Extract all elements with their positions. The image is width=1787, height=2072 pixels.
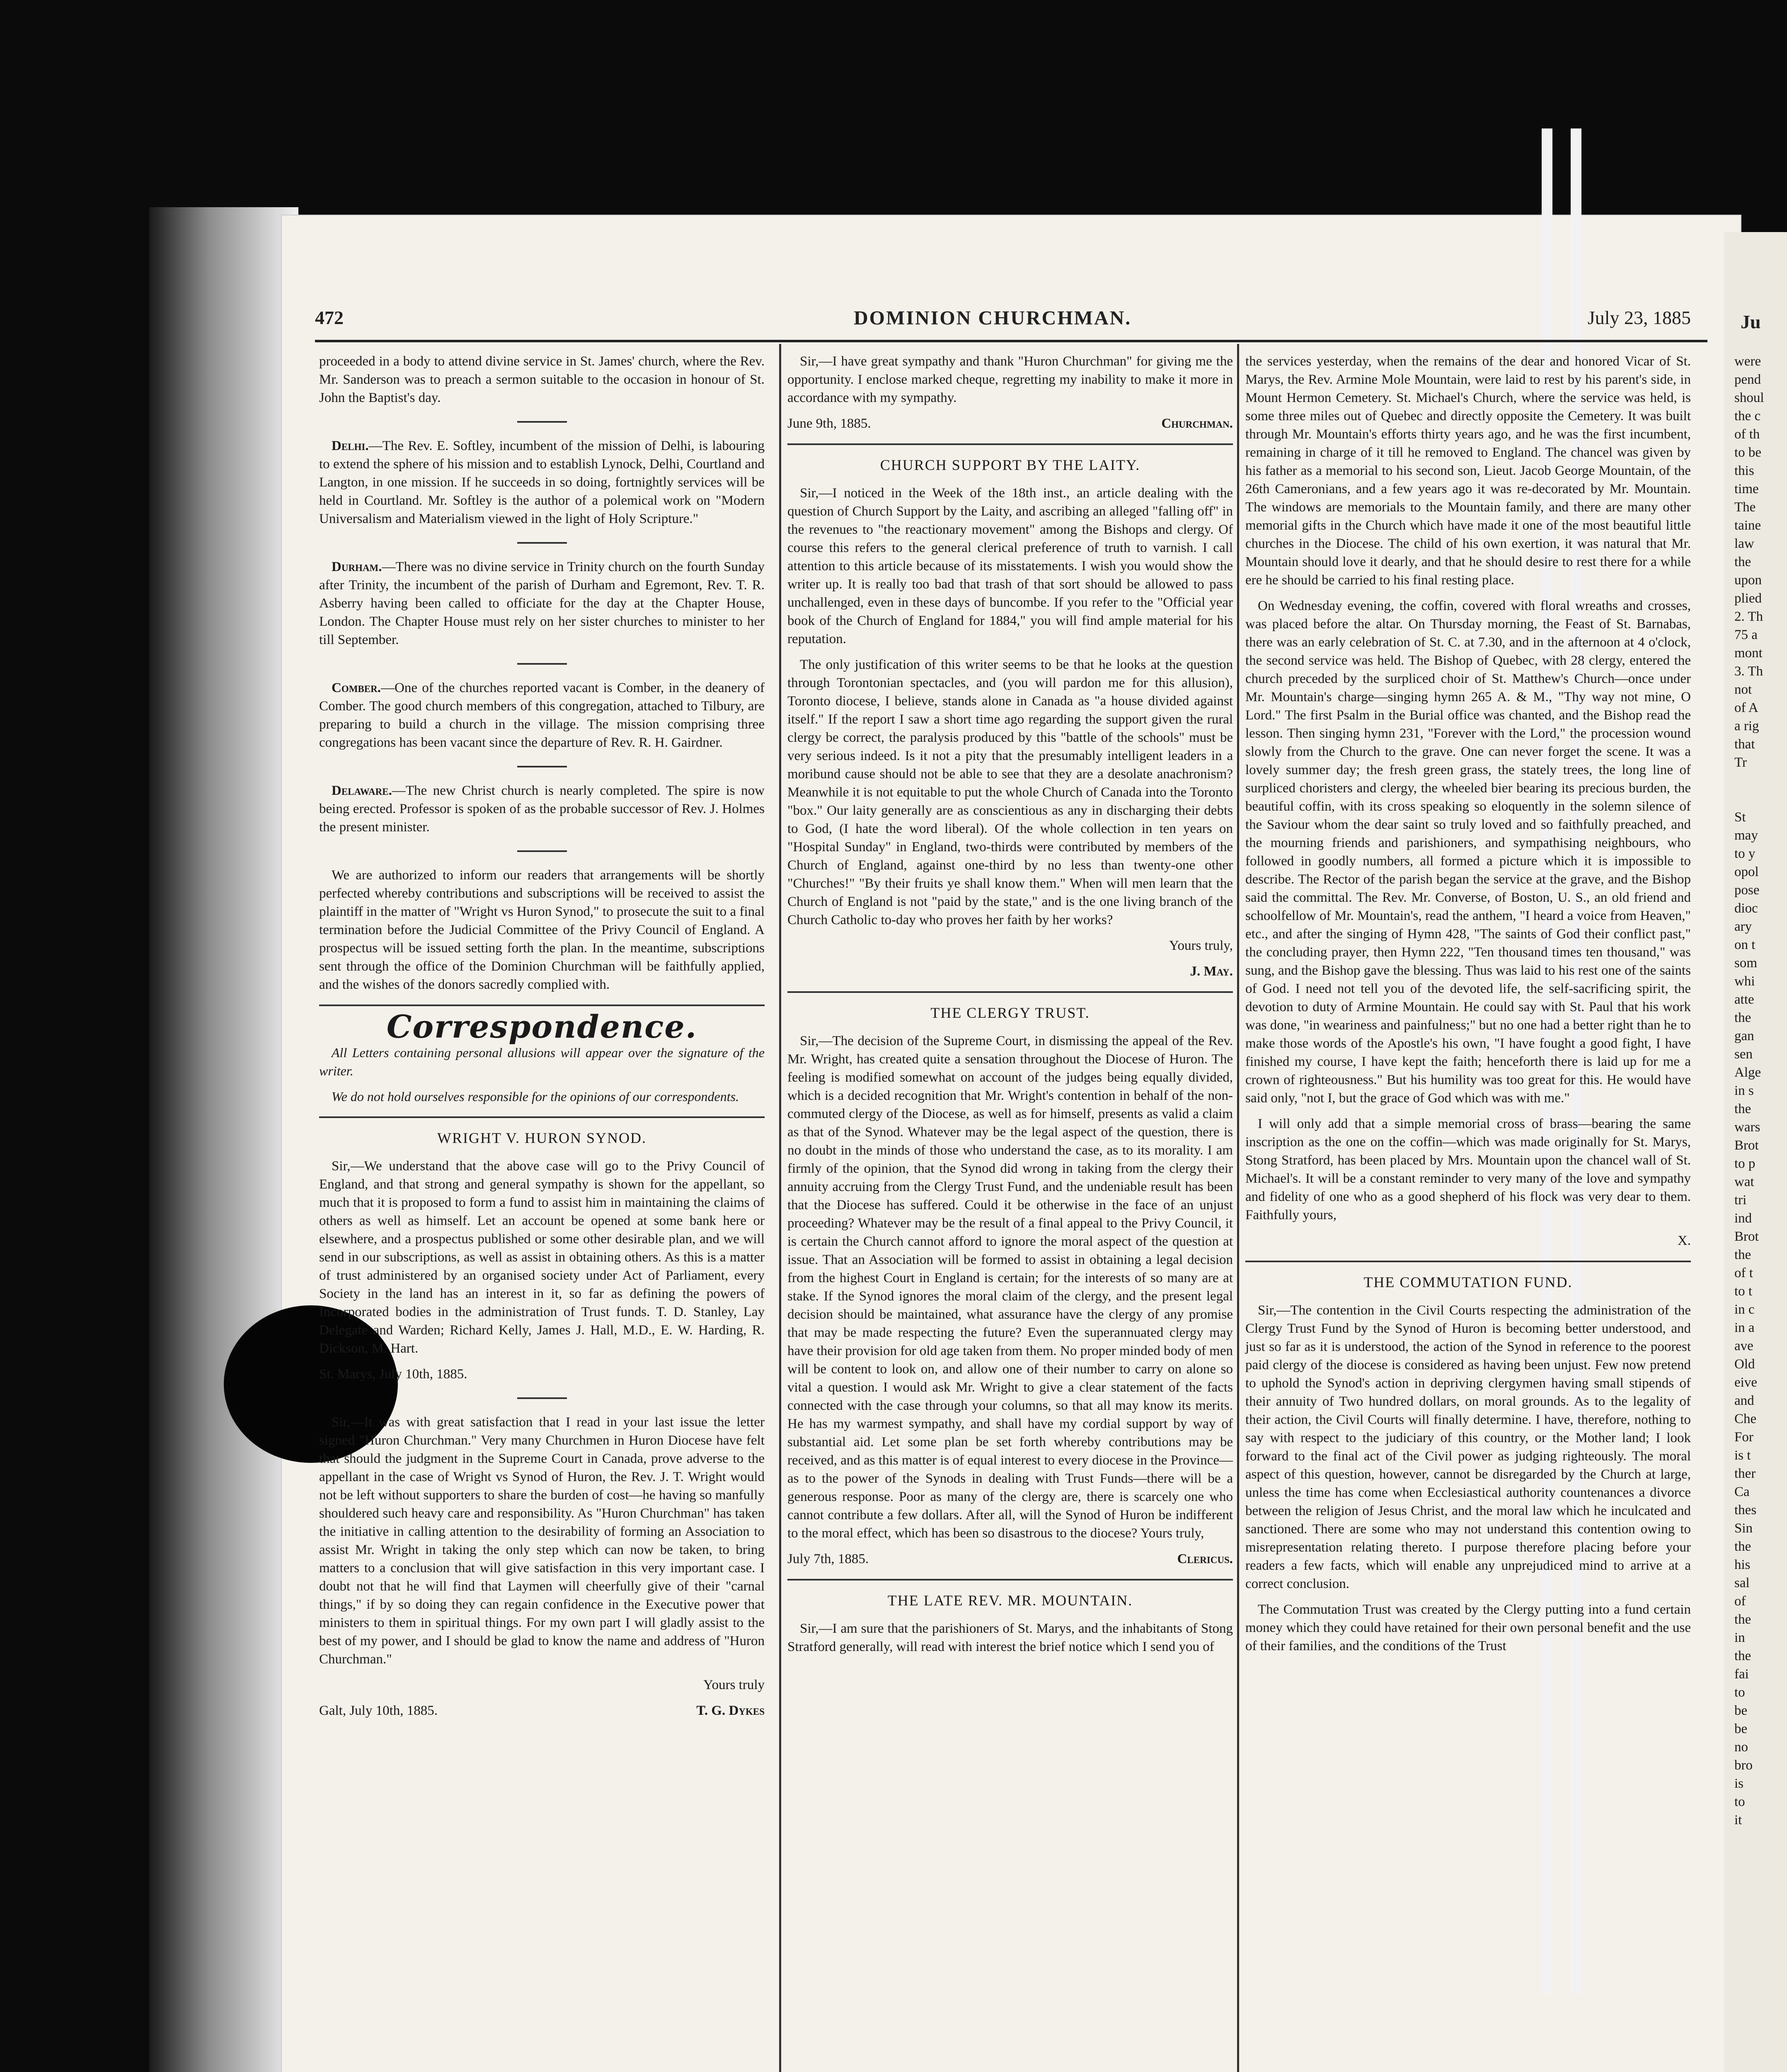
letter-signature: J. May. <box>1190 964 1233 979</box>
issue-date: July 23, 1885 <box>1587 307 1691 328</box>
opening-paragraph: proceeded in a body to attend divine service in St. James' church, where the Rev. Mr. Sanderson was to preach a sermon suitable to the occasion in honour of St. John the Baptist's day. <box>319 354 765 405</box>
fragment-line: wat <box>1734 1174 1754 1189</box>
fragment-line: thes <box>1734 1503 1757 1518</box>
letter-body: Sir,—We understand that the above case will go to the Privy Council of England, and that strong and general sympathy is shown for the appellant, so much that it is proposed to form a fund to assist him in maintaining the claims of others as well as himself. Let an account be opened at some bank here or elsewhere, and a prospectus published or some other desirable plan, and we will send in our subscriptions, as well as assist in obtaining others. As this is a matter of trust administered by an organised society under Act of Parliament, every Society in the land has an interest in it, so far as defining the powers of Incorporated bodies in the administration of Trust funds. T. D. Stanley, Lay Delegate and Warden; Richard Kelly, James J. Hall, M.D., E. W. Harding, R. Dickson, M. Hart. <box>319 1159 765 1356</box>
place-name: Comber. <box>332 680 381 695</box>
separator <box>517 766 567 767</box>
section-rule <box>1245 1261 1691 1262</box>
fragment-line: in s <box>1734 1083 1754 1098</box>
fragment-line: opol <box>1734 864 1759 879</box>
fragment-line: to p <box>1734 1156 1756 1171</box>
letter-body: Sir,—The contention in the Civil Courts respecting the administration of the Clergy Trust Fund by the Synod of Huron is becoming better understood, and just so far as it is understood, the action of the Synod in reference to the poorest paid clergy of the diocese is considered as having been unjust. Few now pretend to uphold the Synod's action in depriving clergymen having small stipends of their annuity of Two hundred dollars, on moral grounds. As to the legality of their action, the Civil Courts will finally determine. I have, therefore, nothing to say with respect to the judiciary of this country, or the Mother land; I look forward to the final act of the Civil power as judging righteously. The moral aspect of this question, however, cannot be disregarded by the Church at large, unless the time has come when Ecclesiastical authority countenances a divorce between the religion of Jesus Christ, and the moral law which he inculcated and sanctioned. There are some who may not understand this contention owing to misrepresentation relating thereto. I purpose therefore placing before your readers a few facts, which will enable any unprejudiced mind to arrive at a correct conclusion. <box>1245 1303 1691 1591</box>
correspondence-title: Correspondence. <box>386 1008 697 1045</box>
letter-signature: Clericus. <box>1177 1552 1233 1566</box>
fragment-line: the <box>1734 1648 1751 1663</box>
fragment-line: ind <box>1734 1211 1752 1226</box>
fragment-line: be <box>1734 1703 1748 1718</box>
column-1 <box>319 352 765 1727</box>
letter-dateline: June 9th, 1885. <box>787 416 871 431</box>
fragment-line: Che <box>1734 1411 1757 1426</box>
fragment-line <box>1734 772 1784 790</box>
fragment-line: not <box>1734 682 1752 697</box>
fragment-line: of th <box>1734 427 1760 442</box>
fragment-line: to <box>1734 1685 1745 1700</box>
fragment-line: bro <box>1734 1758 1753 1773</box>
fragment-line: Brot <box>1734 1229 1759 1244</box>
comber-paragraph <box>319 679 765 752</box>
paragraph-text: —The new Christ church is nearly completed. The spire is now being erected. Professor is spoken of as the probable successor of Rev. J. Holmes the present minister. <box>319 783 765 835</box>
editor-note: All Letters containing personal allusions will appear over the signature of the writer. <box>319 1045 765 1078</box>
fragment-line: sal <box>1734 1576 1750 1590</box>
fragment-line: no <box>1734 1740 1748 1755</box>
fragment-line: to <box>1734 1794 1745 1809</box>
fragment-line: the <box>1734 1539 1751 1554</box>
separator <box>517 421 567 423</box>
article-heading: THE CLERGY TRUST. <box>930 1005 1090 1021</box>
place-name: Delhi. <box>332 438 369 453</box>
fragment-line: 3. Th <box>1734 664 1763 679</box>
place-name: Delaware. <box>332 783 392 798</box>
letter-closing: Yours truly <box>703 1677 765 1692</box>
fragment-line: gan <box>1734 1029 1754 1043</box>
separator <box>517 542 567 544</box>
fragment-line: is <box>1734 1776 1744 1791</box>
fragment-line: eive <box>1734 1375 1757 1390</box>
fragment-line: the <box>1734 1101 1751 1116</box>
letter-body: Sir,—I have great sympathy and thank "Huron Churchman" for giving me the opportunity. I enclose marked cheque, regretting my inability to make it more in accordance with my sympathy. <box>787 354 1233 405</box>
fragment-line: that <box>1734 737 1755 752</box>
section-rule <box>787 991 1233 993</box>
letter-body: I will only add that a simple memorial cross of brass—bearing the same inscription as the one on the coffin—which was made originally for St. Marys, Stong Stratford, has been placed by Mrs. Mountain upon the chancel wall of St. Michael's. It will be a constant reminder to very many of the love and sympathy and fidelity of one who as a good shepherd of his flock was very dear to them. Faithfully yours, <box>1245 1116 1691 1222</box>
fragment-line: wars <box>1734 1120 1760 1135</box>
fragment-line: plied <box>1734 591 1762 606</box>
letter-body: Sir,—The decision of the Supreme Court, in dismissing the appeal of the Rev. Mr. Wright, has created quite a sensation throughout the Diocese of Huron. The feeling is modified somewhat on account of the judges being equally divided, which is a decided recognition that Mr. Wright's contention in behalf of the non-commuted clergy of the Diocese, as well as for himself, presents as valid a claim as that of the Synod. Whatever may be the legal aspect of the question, there is no doubt in the minds of those who understand the case, as to its morality. I am firmly of the opinion, that the Synod did wrong in taking from the clergy their annuity accruing from the Clergy Trust Fund, and the undeniable result has been that the Diocese has suffered. Could it be otherwise in the face of an unjust proceeding? Whatever may be the result of a final appeal to the Privy Council, it is certain the Church cannot afford to ignore the moral aspect of the question at issue. That an Association will be formed to assist in obtaining a legal decision from the highest Court in England is certain; for the interests of so many are at stake. If the Synod ignores the moral claim of the clergy, and the present legal decision should be maintained, what assurance have the clergy of any promise that may be made respecting the future? Even the superannuated clergy may have their provision for old age taken from them. No proper minded body of men will be content to look on, and allow one of their number to carry on alone so vital a question. I would ask Mr. Wright to give a clear statement of the facts connected with the case through your columns, so that all may know its merits. He has my warmest sympathy, and shall have my cordial support by way of substantial aid. Let some plan be set forth whereby contributions may be received, and as this matter is of equal interest to every diocese in the Province—as to the power of the Synods in dealing with Trust Funds—there will be a generous response. Poor as many of the clergy are, there is scarcely one who cannot contribute a few dollars. After all, will the Synod of Huron be indifferent to the moral effect, which has been so disastrous to the diocese? Yours truly, <box>787 1034 1233 1541</box>
fragment-line: som <box>1734 956 1758 971</box>
announcement-paragraph: We are authorized to inform our readers that arrangements will be shortly perfected whereby contributions and subscriptions will be received to assist the plaintiff in the matter of "Wright vs Huron Synod," to prosecute the suit to a final termination before the Judicial Committee of the Privy Council of England. A prospectus will be issued setting forth the plan. In the meantime, subscriptions sent through the office of the Dominion Churchman will be faithfully applied, and the wishes of the donors sacredly complied with. <box>319 868 765 992</box>
letter-body: The Commutation Trust was created by the Clergy putting into a fund certain money which they could have retained for their own personal benefit and the use of their families, and the conditions of the Trust <box>1245 1602 1691 1653</box>
editor-note: We do not hold ourselves responsible for the opinions of our correspondents. <box>332 1089 739 1104</box>
fragment-line: a rig <box>1734 719 1759 733</box>
fragment-line: is t <box>1734 1448 1751 1463</box>
section-rule <box>319 1005 765 1006</box>
fragment-line: pend <box>1734 372 1761 387</box>
letter-dateline: July 7th, 1885. <box>787 1552 869 1566</box>
paragraph-text: —One of the churches reported vacant is Comber, in the deanery of Comber. The good church members of this congregation, attached to Tilbury, are preparing to build a church in the village. The mission comprising three congregations has been vacant since the departure of Rev. R. H. Gairdner. <box>319 680 765 750</box>
fragment-line: the <box>1734 554 1751 569</box>
separator <box>517 850 567 852</box>
section-rule <box>787 443 1233 445</box>
fragment-line: of t <box>1734 1266 1753 1280</box>
fragment-line: to t <box>1734 1284 1753 1299</box>
separator <box>517 1397 567 1399</box>
letter-signoff <box>319 1702 765 1720</box>
book-page-edge <box>149 207 298 2072</box>
fragment-line: Old <box>1734 1357 1755 1372</box>
fragment-line: ther <box>1734 1466 1756 1481</box>
place-name: Durham. <box>332 559 382 574</box>
fragment-line: For <box>1734 1430 1753 1445</box>
letter-dateline: Galt, July 10th, 1885. <box>319 1703 438 1718</box>
page-header <box>315 307 1724 336</box>
letter-signoff <box>787 1550 1233 1568</box>
fragment-line: it <box>1734 1813 1742 1828</box>
letter-closing: Yours truly, <box>1169 938 1233 953</box>
fragment-line: in <box>1734 1630 1745 1645</box>
fragment-line: shoul <box>1734 390 1764 405</box>
letter-body: The only justification of this writer seems to be that he looks at the question through Torontonian spectacles, and (you will pardon me for this allusion), Toronto diocese, I believe, stands alone in Canada as "a house divided against itself." If the report I saw a short time ago regarding the support given the rural clergy be correct, the paralysis produced by this "battle of the schools" must be very serious indeed. Is it not a pity that the presumably intelligent leaders in a moribund cause should not be able to see that they are a desolate anachronism? Meanwhile it is not equitable to put the whole Church of Canada into the Toronto "box." Our laity generally are as conscientious as any in discharging their debts to God, (I hate the word liberal). Of the whole collection in ten years on "Hospital Sunday" in England, two-thirds were contributed by members of the Church of England, against one-third by no less than twenty-one other "Churches!" "By their fruits ye shall know them." When will men learn that the Church of England is not "paid by the state," and is the one living branch of the Church Catholic to-day who proves her faith by her works? <box>787 657 1233 927</box>
article-heading: THE COMMUTATION FUND. <box>1363 1274 1573 1290</box>
section-rule <box>319 1116 765 1118</box>
paragraph-text: —The Rev. E. Softley, incumbent of the mission of Delhi, is labouring to extend the sphere of his mission and to establish Lynock, Delhi, Courtland and Langton, in one mission. If he succeeds in so doing, fortnightly services will be held in Courtland. Mr. Softley is the author of a polemical work on "Modern Universalism and Materialism viewed in the light of Holy Scripture." <box>319 438 765 526</box>
header-rule <box>315 340 1707 342</box>
next-page-column <box>1734 352 1784 1829</box>
fragment-line: his <box>1734 1557 1751 1572</box>
fragment-line: the <box>1734 1247 1751 1262</box>
fragment-line: law <box>1734 536 1754 551</box>
fragment-line: tri <box>1734 1193 1747 1208</box>
fragment-line: The <box>1734 500 1756 515</box>
column-rule <box>1237 344 1239 2072</box>
durham-paragraph <box>319 558 765 649</box>
fragment-line: sen <box>1734 1047 1753 1062</box>
fragment-line: ave <box>1734 1339 1753 1353</box>
fragment-line: taine <box>1734 518 1761 533</box>
fragment-line: were <box>1734 354 1761 369</box>
fragment-line: to y <box>1734 846 1756 861</box>
letter-body: Sir,—It was with great satisfaction that I read in your last issue the letter signed "Huron Churchman." Very many Churchmen in Huron Diocese have felt that should the judgment in the Supreme Court in Canada, prove adverse to the appellant in the case of Wright vs Synod of Huron, the Rev. J. T. Wright would not be left without supporters to share the burden of cost—he having so manfully shouldered such heavy care and responsibility. As "Huron Churchman" has taken the initiative in calling attention to the desirability of forming an Association to assist Mr. Wright in taking the only step which can now be taken, to bring matters to a conclusion that will give satisfaction in this very important case. I doubt not that he will find that Laymen will cheerfully give of their "carnal things," if by so doing they can regain confidence in the Executive power that ministers to them in spiritual things. For my own part I will gladly assist to the best of my power, and I should be glad to know the name and address of "Huron Churchman." <box>319 1415 765 1667</box>
fragment-line: whi <box>1734 974 1755 989</box>
fragment-line: the <box>1734 1612 1751 1627</box>
separator <box>517 663 567 665</box>
fragment-line: may <box>1734 828 1758 843</box>
letter-body: the services yesterday, when the remains of the dear and honored Vicar of St. Marys, the Rev. Armine Mole Mountain, were laid to rest by his parent's side, in Mount Hermon Cemetery. St. Michael's Church, where the service was held, is some three miles out of Quebec and directly opposite the Cemetery. It was built through Mr. Mountain's efforts thirty years ago, and he was the first incumbent, remaining in charge of it till he removed to England. The chancel was given by his father as a memorial to his second son, Lieut. Jacob George Mountain, of the 26th Cameronians, and a few years ago it was re-decorated by Mr. Mountain. The windows are memorials to the Mountain family, and there are many other memorial gifts in the Church which have made it one of the most beautiful little churches in the Diocese. The child of his own exertion, it was natural that Mr. Mountain should love it dearly, and that he should desire to rest there for a while ere he should be carried to his final resting place. <box>1245 354 1691 588</box>
fragment-line: of <box>1734 1594 1746 1609</box>
delhi-paragraph <box>319 437 765 528</box>
fragment-line: of A <box>1734 700 1758 715</box>
letter-dateline: St. Marys, July 10th, 1885. <box>319 1367 467 1382</box>
fragment-line: ary <box>1734 919 1752 934</box>
letter-signature: X. <box>1677 1233 1691 1248</box>
fragment-line: be <box>1734 1721 1748 1736</box>
fragment-line: the <box>1734 1010 1751 1025</box>
next-page-header: Ju <box>1741 311 1761 332</box>
fragment-line: Brot <box>1734 1138 1759 1153</box>
fragment-line: in c <box>1734 1302 1755 1317</box>
fragment-line: 2. Th <box>1734 609 1763 624</box>
fragment-line: 75 a <box>1734 627 1758 642</box>
column-rule <box>779 344 781 2072</box>
delaware-paragraph <box>319 782 765 836</box>
masthead-title: DOMINION CHURCHMAN. <box>854 307 1132 329</box>
fragment-line: this <box>1734 463 1754 478</box>
fragment-line: on t <box>1734 937 1756 952</box>
paragraph-text: —There was no divine service in Trinity church on the fourth Sunday after Trinity, the incumbent of the parish of Durham and Egremont, Rev. T. R. Asberry having been called to officiate for the day at the Chapter House, London. The Chapter House must rely on her sister churches to minister to her till September. <box>319 559 765 647</box>
fragment-line <box>1734 790 1784 808</box>
fragment-line: dioc <box>1734 901 1758 916</box>
fragment-line: Alge <box>1734 1065 1761 1080</box>
letter-body: On Wednesday evening, the coffin, covered with floral wreaths and crosses, was placed before the altar. On Thursday morning, the Feast of St. Barnabas, there was an early celebration of St. C. at 7.30, and in the afternoon at 4 o'clock, the second service was held. The Bishop of Quebec, with 28 clergy, entered the church preceded by the surpliced choir of St. Matthew's Church—once under Mr. Mountain's charge—singing hymn 265 A. & M., "Thy way not mine, O Lord." The first Psalm in the Burial office was chanted, and the Bishop read the lesson. Then singing hymn 231, "Forever with the Lord," the procession wound slowly from the Church to the grave. One can never forget the scene. It was a lovely summer day; the fresh green grass, the stately trees, the long line of surpliced choristers and clergy, the wheeled bier bearing its precious burden, the beautiful coffin, with its cross speaking so eloquently in the solemn silence of the Saviour whom the dear saint so truly loved and so faithfully preached, and the mourning friends and parishioners, and sympathising neighbours, who followed in goodly numbers, all formed a picture which it is impossible to describe. The Rector of the parish began the service at the grave, and the Bishop said the committal. The Rev. Mr. Converse, of Boston, U. S., an old friend and schoolfellow of Mr. Mountain's, read the anthem, "I heard a voice from Heaven," etc., and after the singing of Hymn 428, "The saints of God their conflict past," the concluding prayer, then Hymn 222, "Ten thousand times ten thousand," was sung, and the Bishop gave the blessing. Thus was laid to his rest one of the saints of God. I need not tell you of the devoted life, the self-sacrificing spirit, the devotion to duty of Armine Mountain. He could say with St. Paul that his work was done, "in weariness and painfulness;" but no one had a better right than he to make those words of the Apostle's his own, "I have fought a good fight, I have finished my course, I have kept the faith; henceforth there is laid up for me a crown of righteousness." But his humility was too great for this. He would have said only, "not I, but the grace of God which was with me." <box>1245 598 1691 1106</box>
fragment-line: fai <box>1734 1667 1749 1682</box>
section-rule <box>787 1579 1233 1581</box>
fragment-line: in a <box>1734 1320 1755 1335</box>
page-number: 472 <box>315 307 344 328</box>
fragment-line: Ca <box>1734 1484 1750 1499</box>
fragment-line: Tr <box>1734 755 1747 770</box>
article-heading: WRIGHT V. HURON SYNOD. <box>437 1130 647 1146</box>
letter-body: Sir,—I noticed in the Week of the 18th inst., an article dealing with the question of Church Support by the Laity, and ascribing an alleged "falling off" in the revenues to "the reactionary movement" among the Bishops and clergy. Of course this refers to the general clerical preference of truth to varnish. I call attention to this article because of its misstatements. I wish you would show the writer up. It is really too bad that trash of that sort should be allowed to pass unchallenged, even in these days of buncombe. If you refer to the "Official year book of the Church of England for 1884," you will find ample material for his reputation. <box>787 486 1233 646</box>
fragment-line: time <box>1734 482 1759 496</box>
fragment-line: the c <box>1734 409 1761 424</box>
fragment-line: upon <box>1734 573 1762 588</box>
fragment-line: atte <box>1734 992 1754 1007</box>
letter-signature: Churchman. <box>1161 416 1233 431</box>
fragment-line: Sin <box>1734 1521 1753 1536</box>
letter-signature: T. G. Dykes <box>696 1703 765 1718</box>
fragment-line: mont <box>1734 646 1763 661</box>
fragment-line: and <box>1734 1393 1754 1408</box>
article-heading: THE LATE REV. MR. MOUNTAIN. <box>887 1592 1133 1609</box>
column-3 <box>1245 352 1691 1663</box>
fragment-line: pose <box>1734 883 1760 898</box>
fragment-line: St <box>1734 810 1746 825</box>
letter-signoff <box>787 414 1233 433</box>
fragment-line: to be <box>1734 445 1762 460</box>
letter-body: Sir,—I am sure that the parishioners of St. Marys, and the inhabitants of Stong Stratford generally, will read with interest the brief notice which I send you of <box>787 1621 1233 1654</box>
article-heading: CHURCH SUPPORT BY THE LAITY. <box>880 457 1140 473</box>
column-2 <box>787 352 1233 1663</box>
